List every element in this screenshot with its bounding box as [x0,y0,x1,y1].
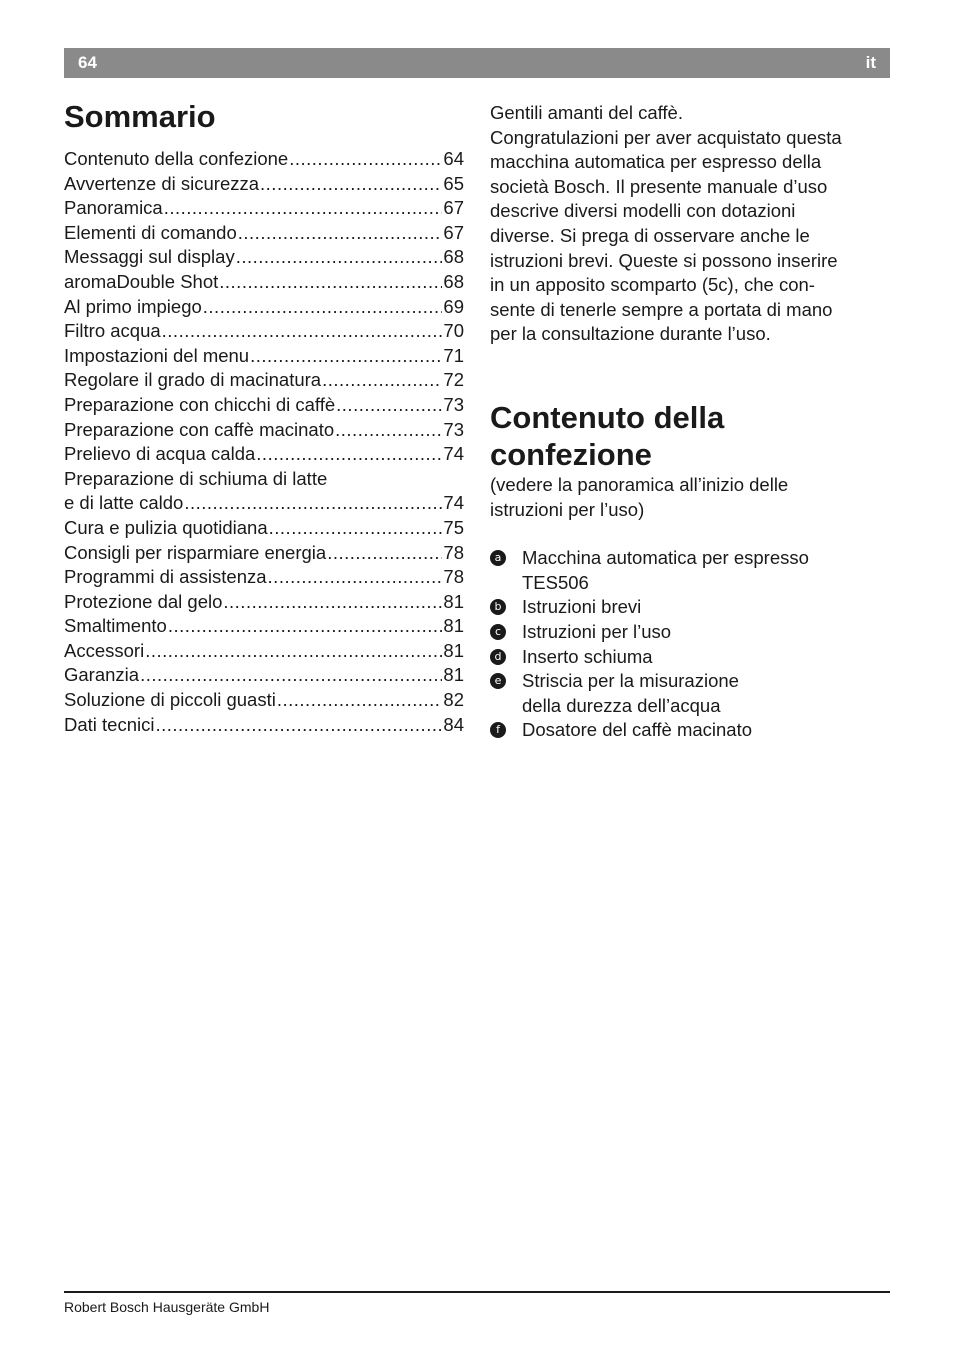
toc-leader-dots [162,319,443,344]
toc-item-label: Al primo impiego [64,295,202,317]
toc-title: Sommario [64,99,216,134]
intro-line: Congratulazioni per aver acquistato questa [490,126,842,148]
intro-paragraph [490,101,890,347]
toc-item[interactable] [64,713,464,738]
contents-title-line2: confezione [490,436,652,472]
toc-leader-dots [219,270,442,295]
toc-leader-dots [164,196,443,221]
item-marker-e-icon: e [490,673,506,689]
toc-item[interactable] [64,295,464,320]
toc-item-label: Cura e pulizia quotidiana [64,516,268,538]
toc-item[interactable] [64,516,464,541]
toc-leader-dots [236,245,443,270]
toc-leader-dots [223,590,442,615]
toc-item-page: 68 [443,246,464,268]
item-marker-d-icon: d [490,649,506,665]
toc-item[interactable] [64,565,464,590]
toc-leader-dots [269,516,443,541]
contents-note-line1: (vedere la panoramica all’inizio delle [490,473,789,495]
toc-item[interactable] [64,270,464,295]
toc-item[interactable] [64,245,464,270]
toc-item-page: 81 [443,615,464,637]
toc-item-page: 81 [443,639,464,661]
toc-item-page: 81 [443,664,464,686]
toc-item-page: 67 [443,197,464,219]
intro-line: per la consultazione durante l’uso. [490,323,771,345]
contents-item-line2: TES506 [522,571,589,593]
footer-divider [64,1291,890,1293]
intro-line: descrive diversi modelli con dotazioni [490,200,796,222]
toc-item-label: Accessori [64,639,145,661]
toc-item-label: Consigli per risparmiare energia [64,541,327,563]
contents-item [490,718,890,743]
toc-item-label: Preparazione con chicchi di caffè [64,393,336,415]
intro-line: diverse. Si prega di osservare anche le [490,224,810,246]
toc-item-page: 71 [443,344,464,366]
toc-leader-dots [335,418,442,443]
toc-leader-dots [327,541,442,566]
toc-item-page: 65 [443,172,464,194]
toc-leader-dots [184,491,442,516]
toc-leader-dots [238,221,443,246]
toc-item-label: Soluzione di piccoli guasti [64,689,276,711]
toc-leader-dots [256,442,442,467]
contents-note [490,473,890,522]
page-header-bar [64,48,890,78]
toc-leader-dots [268,565,443,590]
toc-item-page: 67 [443,221,464,243]
item-marker-b-icon: b [490,599,506,615]
footer-publisher: Robert Bosch Hausgeräte GmbH [64,1299,270,1315]
toc-item-page: 78 [443,566,464,588]
toc-item[interactable] [64,541,464,566]
toc-item-label: aromaDouble Shot [64,270,219,292]
toc-item[interactable] [64,319,464,344]
toc-item[interactable] [64,221,464,246]
toc-item-page: 64 [443,148,464,169]
toc-item[interactable] [64,614,464,639]
toc-item[interactable] [64,344,464,369]
contents-note-line2: istruzioni per l’uso) [490,498,645,520]
toc-item-label-line1: Preparazione di schiuma di latte [64,467,328,489]
toc-item-label: Avvertenze di sicurezza [64,172,260,194]
intro-line: istruzioni brevi. Queste si possono inserire [490,249,838,271]
toc-item-page: 74 [443,492,464,514]
toc-item-label: Messaggi sul display [64,246,235,268]
contents-title-line1: Contenuto della [490,399,725,435]
toc-item-page: 81 [443,590,464,612]
toc-item[interactable] [64,147,464,172]
toc-item[interactable] [64,663,464,688]
toc-item-page: 78 [443,541,464,563]
toc-item-label: Elementi di comando [64,221,237,243]
toc-item[interactable] [64,639,464,664]
intro-line: sente di tenerle sempre a portata di mano [490,298,833,320]
toc-item-page: 84 [443,713,464,735]
toc-item[interactable] [64,393,464,418]
toc-item-label: Prelievo di acqua calda [64,443,256,465]
contents-item [490,546,890,595]
toc-item-page: 70 [443,320,464,342]
toc-leader-dots [140,663,442,688]
toc-item-page: 73 [443,393,464,415]
item-marker-f-icon: f [490,722,506,738]
toc-leader-dots [155,713,442,738]
toc-item-label: Filtro acqua [64,320,161,342]
toc-list [64,147,464,737]
contents-item-line1: Striscia per la misurazione [522,670,739,692]
toc-item[interactable] [64,196,464,221]
toc-item-page: 82 [443,689,464,711]
toc-item-label: Contenuto della confezione [64,148,289,169]
contents-item-line1: Istruzioni brevi [522,596,642,618]
toc-leader-dots [277,688,443,713]
toc-item-multiline[interactable] [64,467,464,516]
toc-item-page: 68 [443,270,464,292]
toc-item-page: 69 [443,295,464,317]
toc-item[interactable] [64,368,464,393]
contents-item-line1: Istruzioni per l’uso [522,620,672,642]
toc-item-label: Smaltimento [64,615,167,637]
contents-item-line1: Macchina automatica per espresso [522,547,809,569]
toc-leader-dots [168,614,443,639]
contents-item [490,595,890,620]
contents-item-line1: Inserto schiuma [522,645,653,667]
toc-item-label: Regolare il grado di macinatura [64,369,322,391]
toc-item-label: Protezione dal gelo [64,590,223,612]
toc-item-label: Preparazione con caffè macinato [64,418,335,440]
toc-leader-dots [289,147,442,172]
toc-item-page: 75 [443,516,464,538]
toc-item-page: 73 [443,418,464,440]
toc-item-label: Garanzia [64,664,140,686]
toc-leader-dots [250,344,442,369]
toc-leader-dots [145,639,442,664]
contents-item [490,620,890,645]
toc-item-label: Programmi di assistenza [64,566,267,588]
intro-line: macchina automatica per espresso della [490,151,822,173]
toc-item-label: e di latte caldo [64,492,184,514]
contents-item-line2: della durezza dell’acqua [522,694,721,716]
toc-leader-dots [322,368,442,393]
intro-line: in un apposito scomparto (5c), che con- [490,274,815,296]
contents-item-line1: Dosatore del caffè macinato [522,719,753,741]
toc-item[interactable] [64,688,464,713]
item-marker-a-icon: a [490,550,506,566]
contents-section-title [490,399,890,473]
item-marker-c-icon: c [490,624,506,640]
toc-item[interactable] [64,590,464,615]
toc-leader-dots [336,393,442,418]
contents-item [490,645,890,670]
intro-line: Gentili amanti del caffè. [490,102,683,123]
language-code: it [865,53,876,72]
toc-leader-dots [260,172,442,197]
toc-item[interactable] [64,442,464,467]
toc-item-label: Panoramica [64,197,163,219]
intro-line: società Bosch. Il presente manuale d’uso [490,175,828,197]
toc-item-label: Impostazioni del menu [64,344,250,366]
toc-item-page: 72 [443,369,464,391]
intro-and-contents [490,101,890,743]
contents-item [490,669,890,718]
table-of-contents [64,98,464,737]
page-number: 64 [78,53,97,72]
toc-leader-dots [203,295,443,320]
toc-item[interactable] [64,172,464,197]
contents-list [490,546,890,743]
toc-item-label: Dati tecnici [64,713,155,735]
toc-item-page: 74 [443,443,464,465]
toc-item[interactable] [64,418,464,443]
